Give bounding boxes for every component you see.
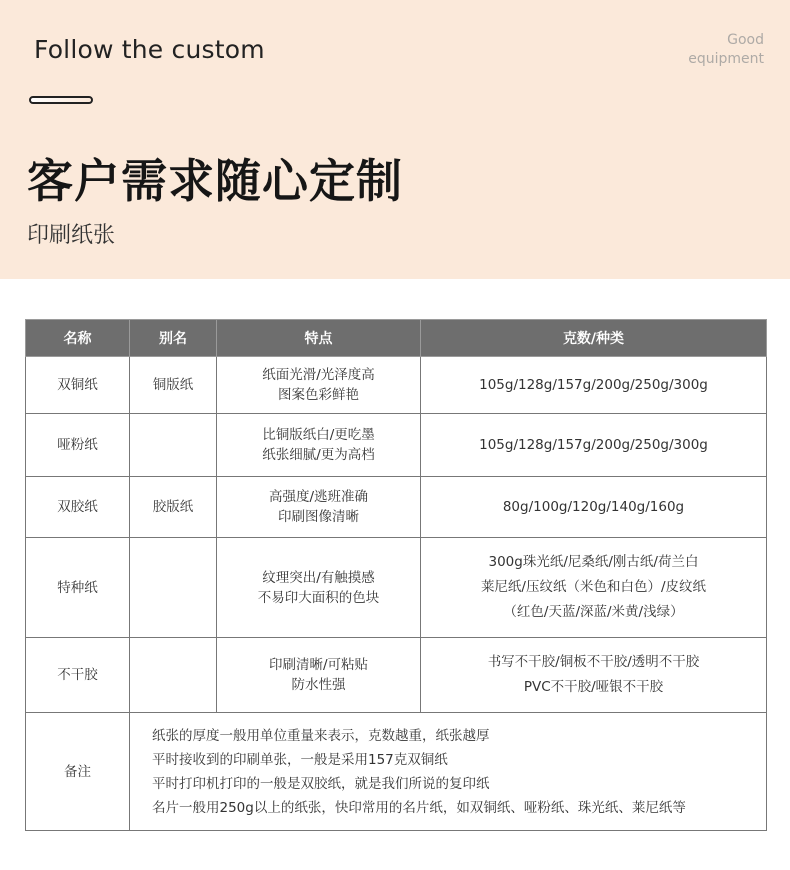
- cell-alias: 胶版纸: [130, 477, 217, 538]
- cell-grades: [421, 414, 767, 477]
- corner-tagline-bottom: equipment: [688, 51, 764, 67]
- cell-note-body: [130, 713, 767, 831]
- table-row: [26, 477, 767, 538]
- cell-grades: [421, 477, 767, 538]
- cell-name: 双胶纸: [26, 477, 130, 538]
- cell-alias: 铜版纸: [130, 357, 217, 414]
- paper-spec-table: [25, 319, 767, 831]
- cell-features: [217, 477, 421, 538]
- grade-line: （红色/天蓝/深蓝/米黄/浅绿）: [503, 604, 684, 620]
- note-line: 平时打印机打印的一般是双胶纸，就是我们所说的复印纸: [152, 775, 490, 792]
- table-row: [26, 357, 767, 414]
- column-header-grades: 克数/种类: [421, 320, 767, 357]
- feature-line: 比铜版纸白/更吃墨: [262, 427, 375, 443]
- header-banner: [0, 0, 790, 279]
- feature-line: 高强度/逃班准确: [268, 489, 369, 505]
- grade-line: 书写不干胶/铜板不干胶/透明不干胶: [487, 654, 700, 670]
- grade-line: 300g珠光纸/尼桑纸/刚古纸/荷兰白: [488, 554, 699, 570]
- feature-line: 不易印大面积的色块: [257, 589, 380, 606]
- grade-line: 莱尼纸/压纹纸（米色和白色）/皮纹纸: [480, 579, 707, 595]
- table-row: [26, 638, 767, 713]
- grade-line: 105g/128g/157g/200g/250g/300g: [479, 377, 708, 393]
- table-row: [26, 414, 767, 477]
- eyebrow-text: Follow the custom: [34, 35, 265, 64]
- cell-alias: [130, 414, 217, 477]
- feature-line: 防水性强: [291, 677, 346, 693]
- cell-features: [217, 638, 421, 713]
- cell-note-label: 备注: [26, 713, 130, 831]
- feature-line: 图案色彩鲜艳: [278, 387, 359, 403]
- column-header-alias: 别名: [130, 320, 217, 357]
- grade-line: 105g/128g/157g/200g/250g/300g: [479, 437, 708, 453]
- feature-line: 纸面光滑/光泽度高: [262, 367, 375, 383]
- cell-name: 特种纸: [26, 538, 130, 638]
- column-header-features: 特点: [217, 320, 421, 357]
- cell-features: [217, 357, 421, 414]
- cell-alias: [130, 638, 217, 713]
- cell-grades: [421, 638, 767, 713]
- cell-features: [217, 538, 421, 638]
- feature-line: 印刷图像清晰: [278, 509, 359, 525]
- grade-line: PVC不干胶/哑银不干胶: [523, 679, 664, 695]
- table-row-note: [26, 713, 767, 831]
- feature-line: 印刷清晰/可粘贴: [268, 657, 369, 673]
- column-header-name: 名称: [26, 320, 130, 357]
- corner-tagline-top: Good: [727, 32, 764, 48]
- cell-grades: [421, 357, 767, 414]
- feature-line: 纹理突出/有触摸感: [262, 569, 375, 586]
- page-subtitle: 印刷纸张: [27, 223, 116, 248]
- table-row: [26, 538, 767, 638]
- feature-line: 纸张细腻/更为高档: [262, 447, 375, 463]
- decorative-pill-bar: [29, 96, 93, 104]
- corner-tagline: [644, 31, 764, 69]
- cell-name: 不干胶: [26, 638, 130, 713]
- grade-line: 80g/100g/120g/140g/160g: [502, 499, 685, 515]
- cell-name: 双铜纸: [26, 357, 130, 414]
- note-line: 平时接收到的印刷单张，一般是采用157克双铜纸: [152, 751, 448, 768]
- page-title: 客户需求随心定制: [27, 154, 403, 208]
- cell-alias: [130, 538, 217, 638]
- note-line: 名片一般用250g以上的纸张，快印常用的名片纸，如双铜纸、哑粉纸、珠光纸、莱尼纸等: [152, 799, 686, 816]
- cell-features: [217, 414, 421, 477]
- table-header-row: [26, 320, 767, 357]
- cell-grades: [421, 538, 767, 638]
- note-line: 纸张的厚度一般用单位重量来表示，克数越重，纸张越厚: [152, 727, 490, 744]
- cell-name: 哑粉纸: [26, 414, 130, 477]
